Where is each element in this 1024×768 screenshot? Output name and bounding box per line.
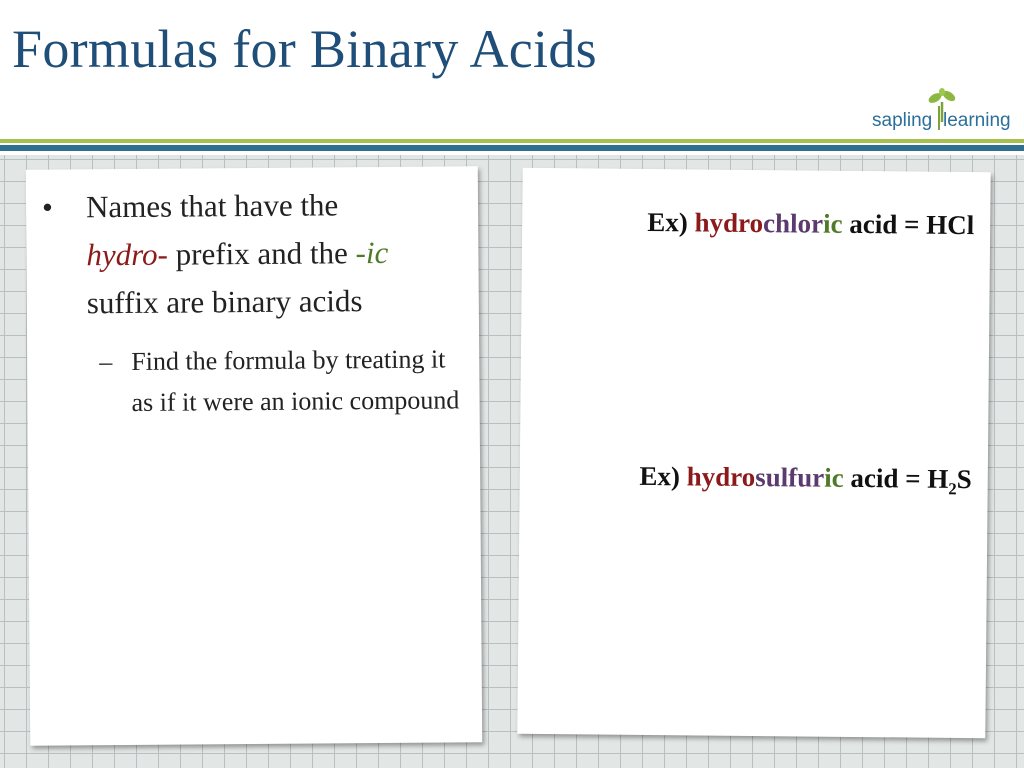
example2-tail: S <box>956 463 972 495</box>
example2-hydro: hydro <box>686 461 756 493</box>
hydro-prefix-term: hydro- <box>86 236 169 273</box>
green-stripe <box>0 139 1024 143</box>
left-note-card <box>26 166 483 746</box>
example2-prefix: Ex) <box>639 460 687 492</box>
sub-bullet-marker: – <box>99 347 113 377</box>
example2-rest: acid = H <box>843 462 949 494</box>
right-note-card <box>517 168 990 738</box>
bullet-text-c: suffix are binary acids <box>86 283 363 321</box>
example2-subscript: 2 <box>948 479 957 499</box>
example1-root: chlor <box>762 208 824 239</box>
slide-title: Formulas for Binary Acids <box>12 19 597 79</box>
example1-prefix: Ex) <box>647 206 695 238</box>
sub-bullet <box>99 338 460 417</box>
example1-hydro: hydro <box>694 207 764 239</box>
example-hydrosulfuric <box>639 461 972 500</box>
example1-ic: ic <box>822 208 843 239</box>
sub-bullet-text: Find the formula by treating it as if it were an ionic compound <box>131 344 460 417</box>
logo-word-learning: learning <box>943 110 1011 131</box>
bullet-point <box>41 180 462 321</box>
blue-stripe <box>0 145 1024 151</box>
bullet-text-b: prefix and the <box>167 235 356 272</box>
example2-root: sulfur <box>755 462 825 493</box>
logo-word-sapling: sapling <box>872 110 933 131</box>
bullet-text <box>86 180 467 327</box>
ic-suffix-term: -ic <box>355 234 389 271</box>
example-hydrochloric <box>647 207 974 241</box>
bullet-text-a: Names that have the <box>85 187 339 225</box>
sapling-learning-logo <box>872 88 1020 138</box>
example1-rest: acid = HCl <box>842 208 975 241</box>
example2-ic: ic <box>824 462 844 493</box>
logo-separator <box>938 106 940 130</box>
bullet-marker: • <box>41 189 54 225</box>
